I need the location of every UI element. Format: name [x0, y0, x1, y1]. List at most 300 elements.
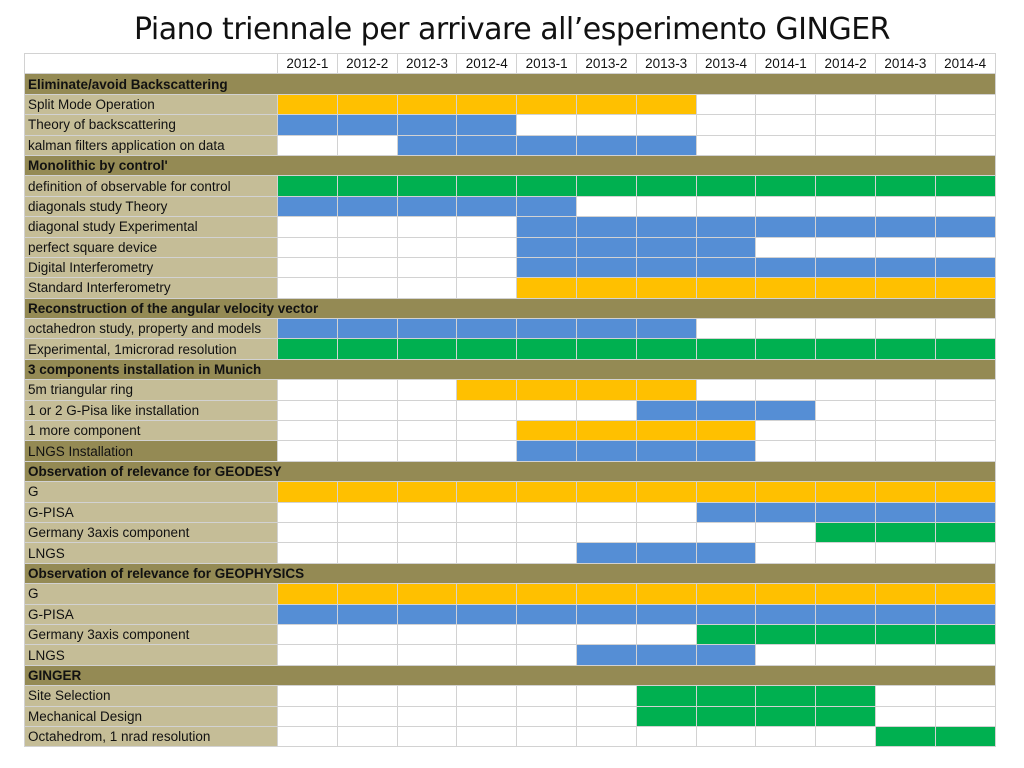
schedule-empty-cell — [816, 380, 876, 400]
schedule-empty-cell — [935, 400, 995, 420]
schedule-empty-cell — [756, 135, 816, 155]
schedule-bar-cell — [636, 339, 696, 359]
task-label-text: LNGS Installation — [28, 443, 134, 459]
schedule-bar-cell — [517, 135, 577, 155]
schedule-empty-cell — [397, 706, 457, 726]
schedule-bar-cell — [696, 400, 756, 420]
schedule-bar-cell — [457, 319, 517, 339]
schedule-empty-cell — [935, 686, 995, 706]
task-label — [25, 196, 278, 216]
task-row — [25, 441, 996, 461]
schedule-empty-cell — [696, 319, 756, 339]
task-label-text: Site Selection — [28, 688, 111, 704]
schedule-empty-cell — [517, 624, 577, 644]
corner-cell — [25, 54, 278, 74]
schedule-empty-cell — [457, 278, 517, 298]
schedule-empty-cell — [397, 522, 457, 542]
schedule-bar-cell — [875, 257, 935, 277]
schedule-empty-cell — [337, 502, 397, 522]
schedule-bar-cell — [517, 339, 577, 359]
schedule-bar-cell — [278, 176, 338, 196]
task-label-text: Mechanical Design — [28, 708, 143, 724]
quarter-header: 2014-4 — [935, 54, 995, 74]
schedule-empty-cell — [278, 543, 338, 563]
schedule-empty-cell — [875, 135, 935, 155]
schedule-bar-cell — [636, 482, 696, 502]
schedule-bar-cell — [696, 502, 756, 522]
schedule-empty-cell — [756, 380, 816, 400]
schedule-empty-cell — [756, 319, 816, 339]
schedule-empty-cell — [278, 502, 338, 522]
schedule-empty-cell — [278, 624, 338, 644]
schedule-empty-cell — [756, 115, 816, 135]
header-row — [25, 54, 996, 74]
schedule-bar-cell — [756, 400, 816, 420]
task-label — [25, 706, 278, 726]
schedule-empty-cell — [278, 400, 338, 420]
schedule-bar-cell — [576, 645, 636, 665]
schedule-empty-cell — [696, 94, 756, 114]
task-label — [25, 421, 278, 441]
schedule-bar-cell — [636, 400, 696, 420]
schedule-bar-cell — [696, 584, 756, 604]
schedule-bar-cell — [576, 135, 636, 155]
schedule-empty-cell — [397, 278, 457, 298]
schedule-empty-cell — [278, 257, 338, 277]
schedule-empty-cell — [278, 217, 338, 237]
quarter-header: 2012-4 — [457, 54, 517, 74]
section-label: Monolithic by control' — [25, 155, 996, 175]
schedule-empty-cell — [875, 421, 935, 441]
schedule-bar-cell — [517, 176, 577, 196]
schedule-empty-cell — [337, 257, 397, 277]
task-label-text: 1 more component — [28, 423, 141, 439]
section-row — [25, 563, 996, 583]
schedule-bar-cell — [816, 502, 876, 522]
schedule-empty-cell — [576, 522, 636, 542]
task-label — [25, 237, 278, 257]
schedule-empty-cell — [576, 624, 636, 644]
schedule-bar-cell — [278, 482, 338, 502]
schedule-empty-cell — [337, 624, 397, 644]
schedule-bar-cell — [636, 584, 696, 604]
schedule-bar-cell — [816, 522, 876, 542]
schedule-bar-cell — [517, 257, 577, 277]
schedule-bar-cell — [875, 502, 935, 522]
schedule-empty-cell — [337, 421, 397, 441]
schedule-bar-cell — [636, 604, 696, 624]
schedule-bar-cell — [636, 278, 696, 298]
task-label — [25, 339, 278, 359]
schedule-empty-cell — [816, 94, 876, 114]
schedule-bar-cell — [875, 217, 935, 237]
section-label: Reconstruction of the angular velocity vector — [25, 298, 996, 318]
schedule-empty-cell — [816, 421, 876, 441]
schedule-empty-cell — [875, 400, 935, 420]
task-label-text: Split Mode Operation — [28, 96, 155, 112]
task-label-text: G — [28, 484, 39, 500]
schedule-empty-cell — [278, 522, 338, 542]
schedule-empty-cell — [278, 135, 338, 155]
task-label — [25, 176, 278, 196]
schedule-bar-cell — [576, 584, 636, 604]
schedule-empty-cell — [816, 441, 876, 461]
task-label — [25, 502, 278, 522]
schedule-empty-cell — [457, 645, 517, 665]
schedule-bar-cell — [337, 584, 397, 604]
schedule-bar-cell — [816, 339, 876, 359]
task-label — [25, 319, 278, 339]
schedule-empty-cell — [576, 115, 636, 135]
schedule-empty-cell — [816, 645, 876, 665]
task-label — [25, 604, 278, 624]
schedule-bar-cell — [935, 217, 995, 237]
schedule-bar-cell — [576, 94, 636, 114]
schedule-empty-cell — [756, 543, 816, 563]
schedule-bar-cell — [756, 604, 816, 624]
schedule-bar-cell — [756, 176, 816, 196]
schedule-empty-cell — [457, 441, 517, 461]
schedule-empty-cell — [696, 522, 756, 542]
schedule-bar-cell — [457, 176, 517, 196]
schedule-empty-cell — [696, 135, 756, 155]
schedule-bar-cell — [696, 686, 756, 706]
schedule-empty-cell — [517, 686, 577, 706]
task-row — [25, 502, 996, 522]
schedule-bar-cell — [816, 584, 876, 604]
task-row — [25, 237, 996, 257]
schedule-empty-cell — [278, 278, 338, 298]
schedule-bar-cell — [337, 339, 397, 359]
schedule-empty-cell — [278, 686, 338, 706]
task-label-text: diagonals study Theory — [28, 198, 168, 214]
schedule-bar-cell — [517, 441, 577, 461]
schedule-bar-cell — [576, 339, 636, 359]
schedule-empty-cell — [816, 543, 876, 563]
schedule-bar-cell — [576, 482, 636, 502]
schedule-bar-cell — [756, 502, 816, 522]
schedule-empty-cell — [457, 257, 517, 277]
schedule-bar-cell — [457, 604, 517, 624]
schedule-bar-cell — [457, 94, 517, 114]
schedule-bar-cell — [816, 257, 876, 277]
schedule-bar-cell — [636, 237, 696, 257]
schedule-empty-cell — [756, 237, 816, 257]
schedule-empty-cell — [576, 686, 636, 706]
schedule-empty-cell — [756, 94, 816, 114]
schedule-empty-cell — [517, 522, 577, 542]
schedule-empty-cell — [517, 645, 577, 665]
schedule-empty-cell — [397, 502, 457, 522]
schedule-bar-cell — [517, 380, 577, 400]
schedule-empty-cell — [935, 380, 995, 400]
schedule-empty-cell — [875, 706, 935, 726]
schedule-bar-cell — [576, 257, 636, 277]
task-label — [25, 543, 278, 563]
task-label-text: definition of observable for control — [28, 178, 231, 194]
schedule-empty-cell — [875, 380, 935, 400]
schedule-empty-cell — [337, 237, 397, 257]
schedule-bar-cell — [816, 604, 876, 624]
schedule-bar-cell — [576, 217, 636, 237]
schedule-empty-cell — [875, 441, 935, 461]
schedule-empty-cell — [935, 645, 995, 665]
schedule-bar-cell — [935, 339, 995, 359]
schedule-empty-cell — [576, 400, 636, 420]
schedule-bar-cell — [636, 380, 696, 400]
task-row — [25, 706, 996, 726]
task-label — [25, 115, 278, 135]
schedule-empty-cell — [636, 196, 696, 216]
schedule-bar-cell — [696, 421, 756, 441]
schedule-bar-cell — [576, 604, 636, 624]
schedule-bar-cell — [875, 584, 935, 604]
schedule-empty-cell — [397, 400, 457, 420]
quarter-header: 2012-2 — [337, 54, 397, 74]
section-label: Observation of relevance for GEODESY — [25, 461, 996, 481]
schedule-bar-cell — [816, 686, 876, 706]
schedule-bar-cell — [696, 604, 756, 624]
task-label — [25, 217, 278, 237]
schedule-bar-cell — [517, 217, 577, 237]
schedule-empty-cell — [397, 380, 457, 400]
schedule-bar-cell — [696, 624, 756, 644]
schedule-bar-cell — [636, 94, 696, 114]
schedule-bar-cell — [935, 584, 995, 604]
schedule-empty-cell — [756, 196, 816, 216]
schedule-empty-cell — [935, 135, 995, 155]
schedule-bar-cell — [278, 584, 338, 604]
task-label — [25, 135, 278, 155]
task-row — [25, 624, 996, 644]
schedule-empty-cell — [337, 522, 397, 542]
task-label-text: perfect square device — [28, 239, 158, 255]
schedule-empty-cell — [576, 196, 636, 216]
schedule-empty-cell — [397, 217, 457, 237]
schedule-empty-cell — [397, 237, 457, 257]
schedule-empty-cell — [337, 278, 397, 298]
schedule-empty-cell — [875, 543, 935, 563]
schedule-empty-cell — [457, 217, 517, 237]
schedule-bar-cell — [756, 624, 816, 644]
schedule-bar-cell — [816, 176, 876, 196]
schedule-empty-cell — [935, 94, 995, 114]
schedule-empty-cell — [397, 686, 457, 706]
schedule-bar-cell — [816, 278, 876, 298]
task-row — [25, 522, 996, 542]
schedule-empty-cell — [397, 257, 457, 277]
schedule-empty-cell — [875, 686, 935, 706]
schedule-bar-cell — [576, 543, 636, 563]
schedule-bar-cell — [457, 584, 517, 604]
schedule-empty-cell — [337, 441, 397, 461]
schedule-empty-cell — [457, 686, 517, 706]
quarter-header: 2013-3 — [636, 54, 696, 74]
schedule-bar-cell — [397, 94, 457, 114]
schedule-empty-cell — [278, 726, 338, 746]
schedule-bar-cell — [756, 339, 816, 359]
schedule-empty-cell — [756, 441, 816, 461]
schedule-empty-cell — [278, 645, 338, 665]
schedule-bar-cell — [397, 339, 457, 359]
section-row — [25, 665, 996, 685]
schedule-bar-cell — [636, 135, 696, 155]
schedule-bar-cell — [457, 339, 517, 359]
schedule-bar-cell — [517, 421, 577, 441]
schedule-empty-cell — [696, 115, 756, 135]
schedule-bar-cell — [576, 237, 636, 257]
schedule-bar-cell — [397, 115, 457, 135]
schedule-bar-cell — [875, 482, 935, 502]
quarter-header: 2012-1 — [278, 54, 338, 74]
task-label-text: LNGS — [28, 647, 65, 663]
task-row — [25, 115, 996, 135]
schedule-bar-cell — [816, 706, 876, 726]
task-label-text: 1 or 2 G-Pisa like installation — [28, 402, 200, 418]
schedule-empty-cell — [816, 115, 876, 135]
schedule-empty-cell — [576, 502, 636, 522]
schedule-bar-cell — [636, 543, 696, 563]
schedule-empty-cell — [457, 543, 517, 563]
schedule-bar-cell — [576, 380, 636, 400]
schedule-bar-cell — [576, 421, 636, 441]
schedule-empty-cell — [517, 502, 577, 522]
schedule-empty-cell — [278, 441, 338, 461]
schedule-empty-cell — [337, 686, 397, 706]
schedule-empty-cell — [816, 726, 876, 746]
schedule-bar-cell — [875, 624, 935, 644]
schedule-bar-cell — [576, 441, 636, 461]
schedule-empty-cell — [397, 624, 457, 644]
slide-title: Piano triennale per arrivare all’esperimento GINGER — [134, 12, 890, 47]
schedule-bar-cell — [517, 319, 577, 339]
schedule-empty-cell — [457, 421, 517, 441]
quarter-header: 2014-2 — [816, 54, 876, 74]
schedule-empty-cell — [935, 441, 995, 461]
schedule-empty-cell — [457, 400, 517, 420]
schedule-bar-cell — [935, 482, 995, 502]
quarter-header: 2014-3 — [875, 54, 935, 74]
schedule-empty-cell — [935, 319, 995, 339]
schedule-empty-cell — [756, 522, 816, 542]
task-row — [25, 645, 996, 665]
task-label-text: Germany 3axis component — [28, 627, 190, 643]
schedule-empty-cell — [756, 421, 816, 441]
schedule-empty-cell — [397, 421, 457, 441]
schedule-empty-cell — [636, 115, 696, 135]
schedule-bar-cell — [278, 339, 338, 359]
schedule-bar-cell — [935, 522, 995, 542]
schedule-bar-cell — [457, 196, 517, 216]
schedule-bar-cell — [636, 217, 696, 237]
schedule-bar-cell — [636, 706, 696, 726]
schedule-bar-cell — [576, 319, 636, 339]
schedule-empty-cell — [875, 237, 935, 257]
schedule-bar-cell — [636, 441, 696, 461]
schedule-bar-cell — [397, 482, 457, 502]
task-row — [25, 278, 996, 298]
schedule-empty-cell — [517, 706, 577, 726]
task-row — [25, 135, 996, 155]
schedule-empty-cell — [397, 441, 457, 461]
schedule-bar-cell — [935, 176, 995, 196]
schedule-empty-cell — [696, 196, 756, 216]
schedule-bar-cell — [397, 584, 457, 604]
schedule-bar-cell — [756, 706, 816, 726]
schedule-bar-cell — [756, 584, 816, 604]
section-row — [25, 298, 996, 318]
task-label-text: Germany 3axis component — [28, 525, 190, 541]
quarter-header: 2012-3 — [397, 54, 457, 74]
task-row — [25, 217, 996, 237]
schedule-bar-cell — [576, 278, 636, 298]
schedule-empty-cell — [576, 726, 636, 746]
section-row — [25, 74, 996, 94]
task-label — [25, 380, 278, 400]
schedule-empty-cell — [696, 726, 756, 746]
schedule-bar-cell — [875, 522, 935, 542]
schedule-empty-cell — [278, 380, 338, 400]
task-label-text: diagonal study Experimental — [28, 219, 198, 235]
schedule-empty-cell — [337, 400, 397, 420]
section-row — [25, 155, 996, 175]
schedule-bar-cell — [816, 217, 876, 237]
task-row — [25, 543, 996, 563]
schedule-bar-cell — [636, 319, 696, 339]
task-row — [25, 319, 996, 339]
task-label — [25, 726, 278, 746]
schedule-bar-cell — [457, 135, 517, 155]
schedule-bar-cell — [935, 726, 995, 746]
task-label-text: G — [28, 586, 39, 602]
task-row — [25, 421, 996, 441]
schedule-bar-cell — [397, 604, 457, 624]
schedule-bar-cell — [337, 176, 397, 196]
schedule-bar-cell — [278, 115, 338, 135]
schedule-bar-cell — [696, 278, 756, 298]
schedule-empty-cell — [875, 645, 935, 665]
schedule-bar-cell — [517, 278, 577, 298]
schedule-empty-cell — [935, 115, 995, 135]
schedule-bar-cell — [816, 482, 876, 502]
quarter-header: 2013-1 — [517, 54, 577, 74]
schedule-bar-cell — [337, 196, 397, 216]
schedule-empty-cell — [517, 726, 577, 746]
schedule-empty-cell — [816, 237, 876, 257]
schedule-empty-cell — [875, 115, 935, 135]
schedule-bar-cell — [278, 196, 338, 216]
schedule-empty-cell — [457, 706, 517, 726]
schedule-empty-cell — [636, 522, 696, 542]
schedule-empty-cell — [636, 624, 696, 644]
section-label: GINGER — [25, 665, 996, 685]
schedule-bar-cell — [517, 237, 577, 257]
quarter-header: 2013-4 — [696, 54, 756, 74]
schedule-bar-cell — [875, 339, 935, 359]
schedule-empty-cell — [278, 237, 338, 257]
schedule-bar-cell — [935, 257, 995, 277]
task-row — [25, 482, 996, 502]
schedule-bar-cell — [696, 645, 756, 665]
task-row — [25, 400, 996, 420]
schedule-empty-cell — [397, 543, 457, 563]
section-row — [25, 461, 996, 481]
schedule-empty-cell — [816, 196, 876, 216]
schedule-empty-cell — [337, 645, 397, 665]
schedule-empty-cell — [576, 706, 636, 726]
schedule-bar-cell — [875, 176, 935, 196]
schedule-empty-cell — [935, 543, 995, 563]
